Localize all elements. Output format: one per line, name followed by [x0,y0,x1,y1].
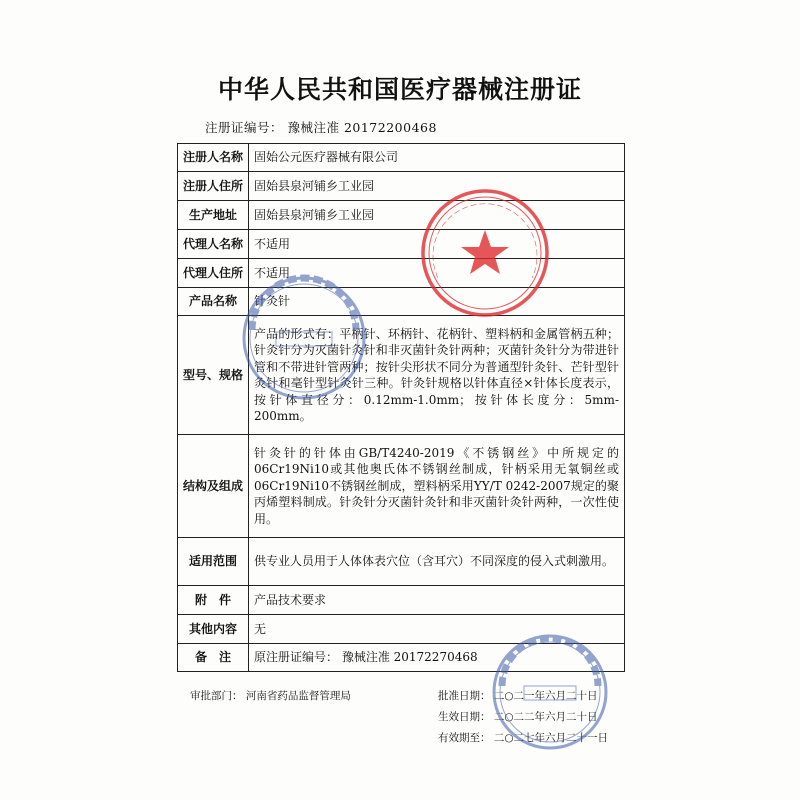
table-row [178,586,625,615]
table-row [178,230,625,259]
table-row [178,435,625,538]
row-label: 注册人住所 [178,172,249,201]
table-row [178,172,625,201]
table-row [178,538,625,586]
valid-date: 生效日期： 二○二二年六月二十日 [438,711,598,723]
row-label: 代理人住所 [178,259,249,288]
approval-seal-stamp-footer [488,630,612,754]
row-value: 固始公元医疗器械有限公司 [249,144,625,172]
table-row [178,201,625,230]
row-value: 固始县泉河铺乡工业园 [249,201,625,230]
row-value: 原注册证编号： 豫械注准 20172270468 [249,644,625,672]
row-label: 备 注 [178,644,249,672]
row-label: 生产地址 [178,201,249,230]
approval-seal-stamp [238,272,370,404]
row-value: 针灸针的针体由GB/T4240-2019《不锈钢丝》中所规定的06Cr19Ni10或其他奥氏体不锈钢丝制成，针柄采用无氧铜丝或06Cr19Ni10不锈钢丝制成，塑料柄采用YY/T 0242-2007规定的聚丙烯塑料制成。针灸针分灭菌针灸针和非灭菌针灸针两种，一次性使用。 [249,435,625,538]
row-value: 产品的形式有：平柄针、环柄针、花柄针、塑料柄和金属管柄五种；针灸针分为灭菌针灸针和非灭菌针灸针两种；灭菌针灸针分为带进针管和不带进针管两种；按针尖形状不同分为普通型针灸针、芒针型针灸针和毫针型针灸针三种。针灸针规格以针体直径×针体长度表示，按针体直径分：0.12mm-1.0mm；按针体长度分：5mm-200mm。 [249,316,625,435]
row-value: 产品技术要求 [249,586,625,615]
row-label: 其他内容 [178,615,249,644]
row-value: 供专业人员用于人体体表穴位（含耳穴）不同深度的侵入式刺激用。 [249,538,625,586]
row-label: 代理人名称 [178,230,249,259]
row-label: 注册人名称 [178,144,249,172]
certificate-table [177,143,625,672]
row-label: 适用范围 [178,538,249,586]
row-label: 型号、规格 [178,316,249,435]
row-value: 固始县泉河铺乡工业园 [249,172,625,201]
row-value: 不适用 [249,230,625,259]
approval-date: 批准日期： 二○二一年六月二十日 [438,690,598,702]
table-row [178,144,625,172]
authority-text: 审批部门： 河南省药品监督管理局 [190,690,351,702]
certificate-title: 中华人民共和国医疗器械注册证 [217,75,582,104]
row-label: 附 件 [178,586,249,615]
row-value: 无 [249,615,625,644]
registration-number: 注册证编号： 豫械注准 20172200468 [205,120,437,135]
row-label: 产品名称 [178,288,249,316]
expiry-date: 有效期至： 二○二七年六月二十一日 [438,732,608,744]
row-value: 针灸针 [249,288,625,316]
row-value: 不适用 [249,259,625,288]
row-label: 结构及组成 [178,435,249,538]
